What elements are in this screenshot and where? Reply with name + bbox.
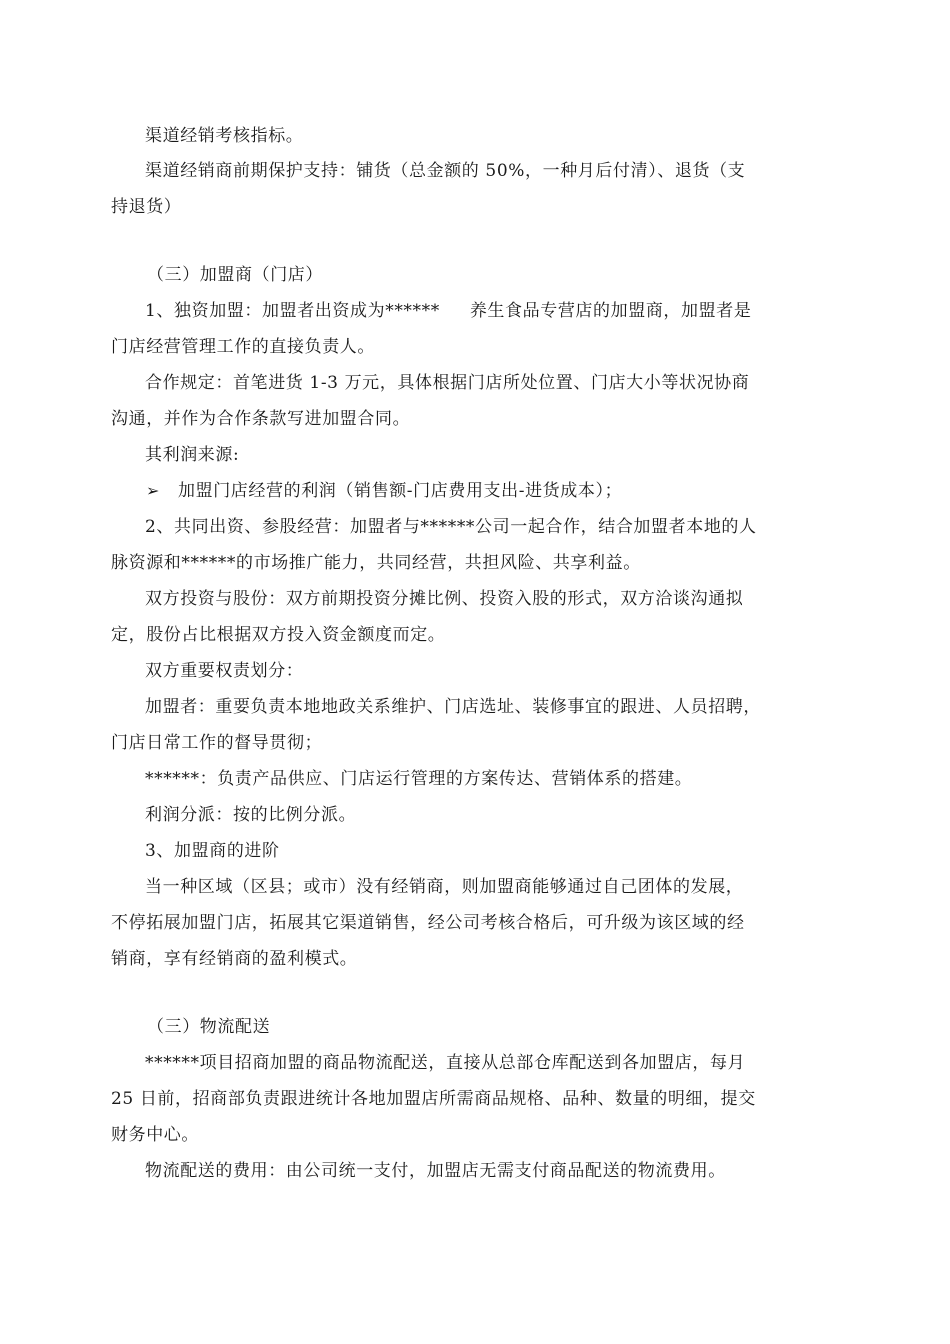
paragraph-joint-investment-line2: 脉资源和******的市场推广能力，共同经营，共担风险、共享利益。 (111, 553, 641, 573)
paragraph-joint-investment-line1: 2、共同出资、参股经营：加盟者与******公司一起合作，结合加盟者本地的人 (145, 517, 757, 537)
paragraph-company-duties: ******：负责产品供应、门店运行管理的方案传达、营销体系的搭建。 (145, 769, 693, 789)
paragraph-profit-distribution: 利润分派：按的比例分派。 (145, 805, 357, 825)
paragraph-franchisee-advancement: 3、加盟商的进阶 (145, 841, 280, 861)
arrow-bullet-icon: ➢ (146, 481, 160, 500)
paragraph-responsibilities: 双方重要权责划分： (145, 661, 304, 681)
paragraph-investment-shares-line2: 定，股份占比根据双方投入资金额度而定。 (111, 625, 446, 645)
paragraph-cooperation-rules-line1: 合作规定：首笔进货 1-3 万元，具体根据门店所处位置、门店大小等状况协商 (145, 373, 750, 393)
paragraph-cooperation-rules-line2: 沟通，并作为合作条款写进加盟合同。 (111, 409, 411, 429)
paragraph-investment-shares-line1: 双方投资与股份：双方前期投资分摊比例、投资入股的形式，双方洽谈沟通拟 (145, 589, 744, 609)
section-heading-franchisee: （三）加盟商（门店） (147, 265, 323, 285)
paragraph-logistics-cost: 物流配送的费用：由公司统一支付，加盟店无需支付商品配送的物流费用。 (145, 1161, 726, 1181)
paragraph-franchisee-duties-line2: 门店日常工作的督导贯彻； (111, 733, 323, 753)
paragraph-logistics-line2: 25 日前，招商部负责跟进统计各地加盟店所需商品规格、品种、数量的明细，提交 (111, 1089, 756, 1109)
paragraph-region-upgrade-line3: 销商，享有经销商的盈利模式。 (111, 949, 358, 969)
paragraph-franchisee-duties-line1: 加盟者：重要负责本地地政关系维护、门店选址、装修事宜的跟进、人员招聘， (145, 697, 761, 717)
paragraph-channel-protection-line1: 渠道经销商前期保护支持：铺货（总金额的 50%，一种月后付清）、退货（支 (145, 161, 746, 181)
paragraph-logistics-line1: ******项目招商加盟的商品物流配送，直接从总部仓库配送到各加盟店，每月 (145, 1053, 746, 1073)
paragraph-region-upgrade-line1: 当一种区域（区县；或市）没有经销商，则加盟商能够通过自己团体的发展， (145, 877, 744, 897)
paragraph-channel-assessment: 渠道经销考核指标。 (145, 126, 304, 146)
paragraph-sole-franchise-line2: 门店经营管理工作的直接负责人。 (111, 337, 375, 357)
paragraph-profit-source: 其利润来源: (145, 445, 240, 465)
paragraph-sole-franchise-line1: 1、独资加盟：加盟者出资成为****** 养生食品专营店的加盟商，加盟者是 (145, 301, 752, 321)
paragraph-channel-protection-line2: 持退货） (111, 197, 182, 217)
section-heading-logistics: （三）物流配送 (147, 1017, 271, 1037)
bullet-item-store-profit: 加盟门店经营的利润（销售额-门店费用支出-进货成本）； (178, 481, 623, 501)
paragraph-region-upgrade-line2: 不停拓展加盟门店，拓展其它渠道销售，经公司考核合格后，可升级为该区域的经 (111, 913, 745, 933)
paragraph-logistics-line3: 财务中心。 (111, 1125, 199, 1145)
